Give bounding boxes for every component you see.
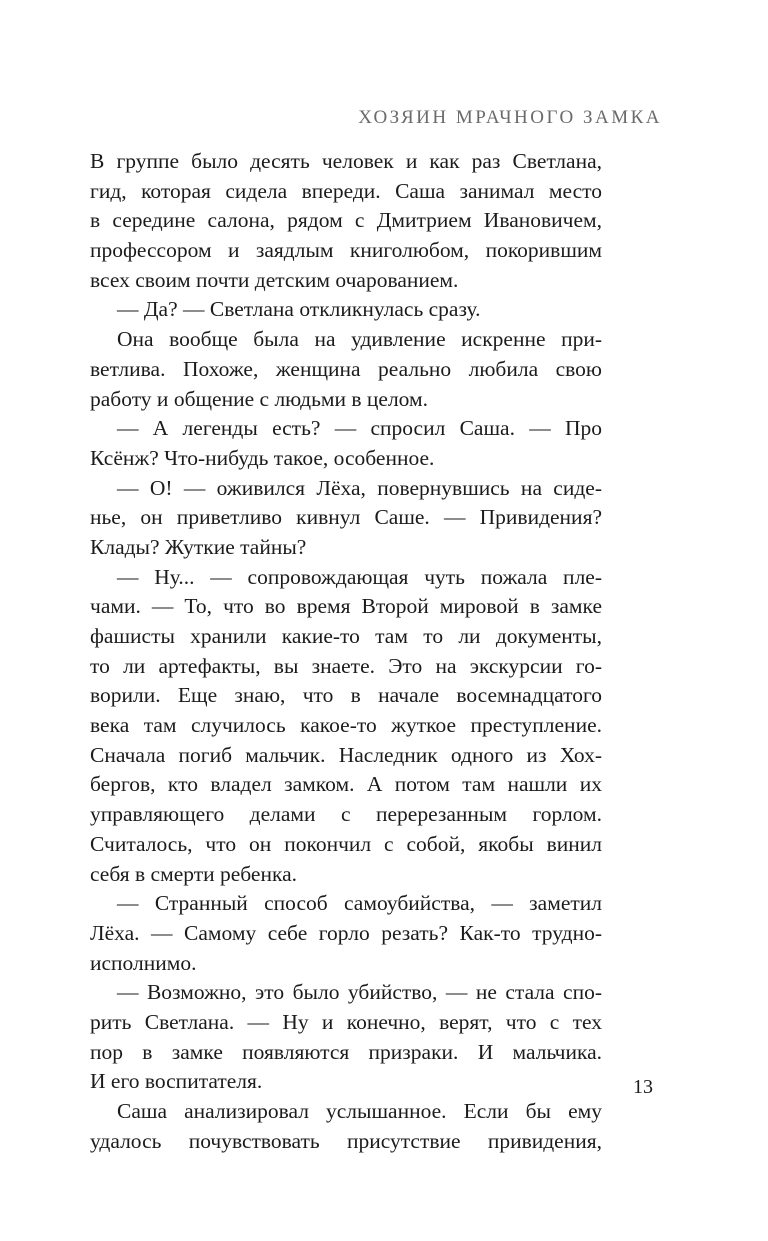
- text-line: нье, он приветливо кивнул Саше. — Привидения?: [90, 505, 602, 530]
- text-line: — Странный способ самоубийства, — заметил: [117, 891, 602, 916]
- text-line: чами. — То, что во время Второй мировой в замке: [90, 594, 602, 619]
- text-line: ветлива. Похоже, женщина реально любила свою: [90, 356, 602, 381]
- text-line: всех своим почти детским очарованием.: [90, 267, 459, 292]
- text-line: гид, которая сидела впереди. Саша занимал место: [90, 178, 602, 203]
- text-line: — А легенды есть? — спросил Саша. — Про: [117, 416, 602, 441]
- running-head-title: ХОЗЯИН МРАЧНОГО ЗАМКА: [358, 107, 662, 128]
- text-line: Сначала погиб мальчик. Наследник одного из Хох-: [90, 742, 602, 767]
- text-line: Считалось, что он покончил с собой, якобы винил: [90, 831, 602, 856]
- text-line: работу и общение с людьми в целом.: [90, 386, 429, 411]
- text-line: И его воспитателя.: [90, 1069, 263, 1094]
- text-line: профессором и заядлым книголюбом, покорившим: [90, 238, 602, 263]
- text-line: Лёха. — Самому себе горло резать? Как-то трудно-: [90, 920, 602, 945]
- text-line: пор в замке появляются призраки. И мальчика.: [90, 1039, 602, 1064]
- text-line: века там случилось какое-то жуткое преступление.: [90, 713, 602, 738]
- text-line: В группе было десять человек и как раз Светлана,: [90, 149, 602, 173]
- text-line: Она вообще была на удивление искренне при-: [117, 327, 602, 352]
- text-line: управляющего делами с перерезанным горлом.: [90, 802, 602, 827]
- text-line: удалось почувствовать присутствие привидения,: [90, 1128, 602, 1153]
- text-line: ворили. Еще знаю, что в начале восемнадцатого: [90, 683, 602, 708]
- text-line: то ли артефакты, вы знаете. Это на экскурсии го-: [90, 653, 602, 678]
- text-line: Ксёнж? Что-нибудь такое, особенное.: [90, 445, 435, 470]
- text-line: — Возможно, это было убийство, — не стала спо-: [117, 980, 602, 1005]
- body-text: [90, 147, 602, 1156]
- text-line: фашисты хранили какие-то там то ли документы,: [90, 624, 602, 648]
- text-line: себя в смерти ребенка.: [90, 861, 298, 886]
- page-number: 13: [633, 1076, 653, 1098]
- text-line: в середине салона, рядом с Дмитрием Ивановичем,: [90, 208, 602, 233]
- text-line: — О! — оживился Лёха, повернувшись на сиде-: [117, 475, 602, 500]
- text-line: бергов, кто владел замком. А потом там нашли их: [90, 772, 602, 797]
- text-line: — Ну... — сопровождающая чуть пожала пле-: [117, 564, 602, 589]
- text-line: исполнимо.: [90, 950, 197, 975]
- text-line: рить Светлана. — Ну и конечно, верят, что с тех: [90, 1009, 602, 1034]
- text-line: Саша анализировал услышанное. Если бы ему: [117, 1099, 602, 1123]
- text-line: Клады? Жуткие тайны?: [90, 534, 307, 559]
- text-line: — Да? — Светлана откликнулась сразу.: [117, 297, 481, 322]
